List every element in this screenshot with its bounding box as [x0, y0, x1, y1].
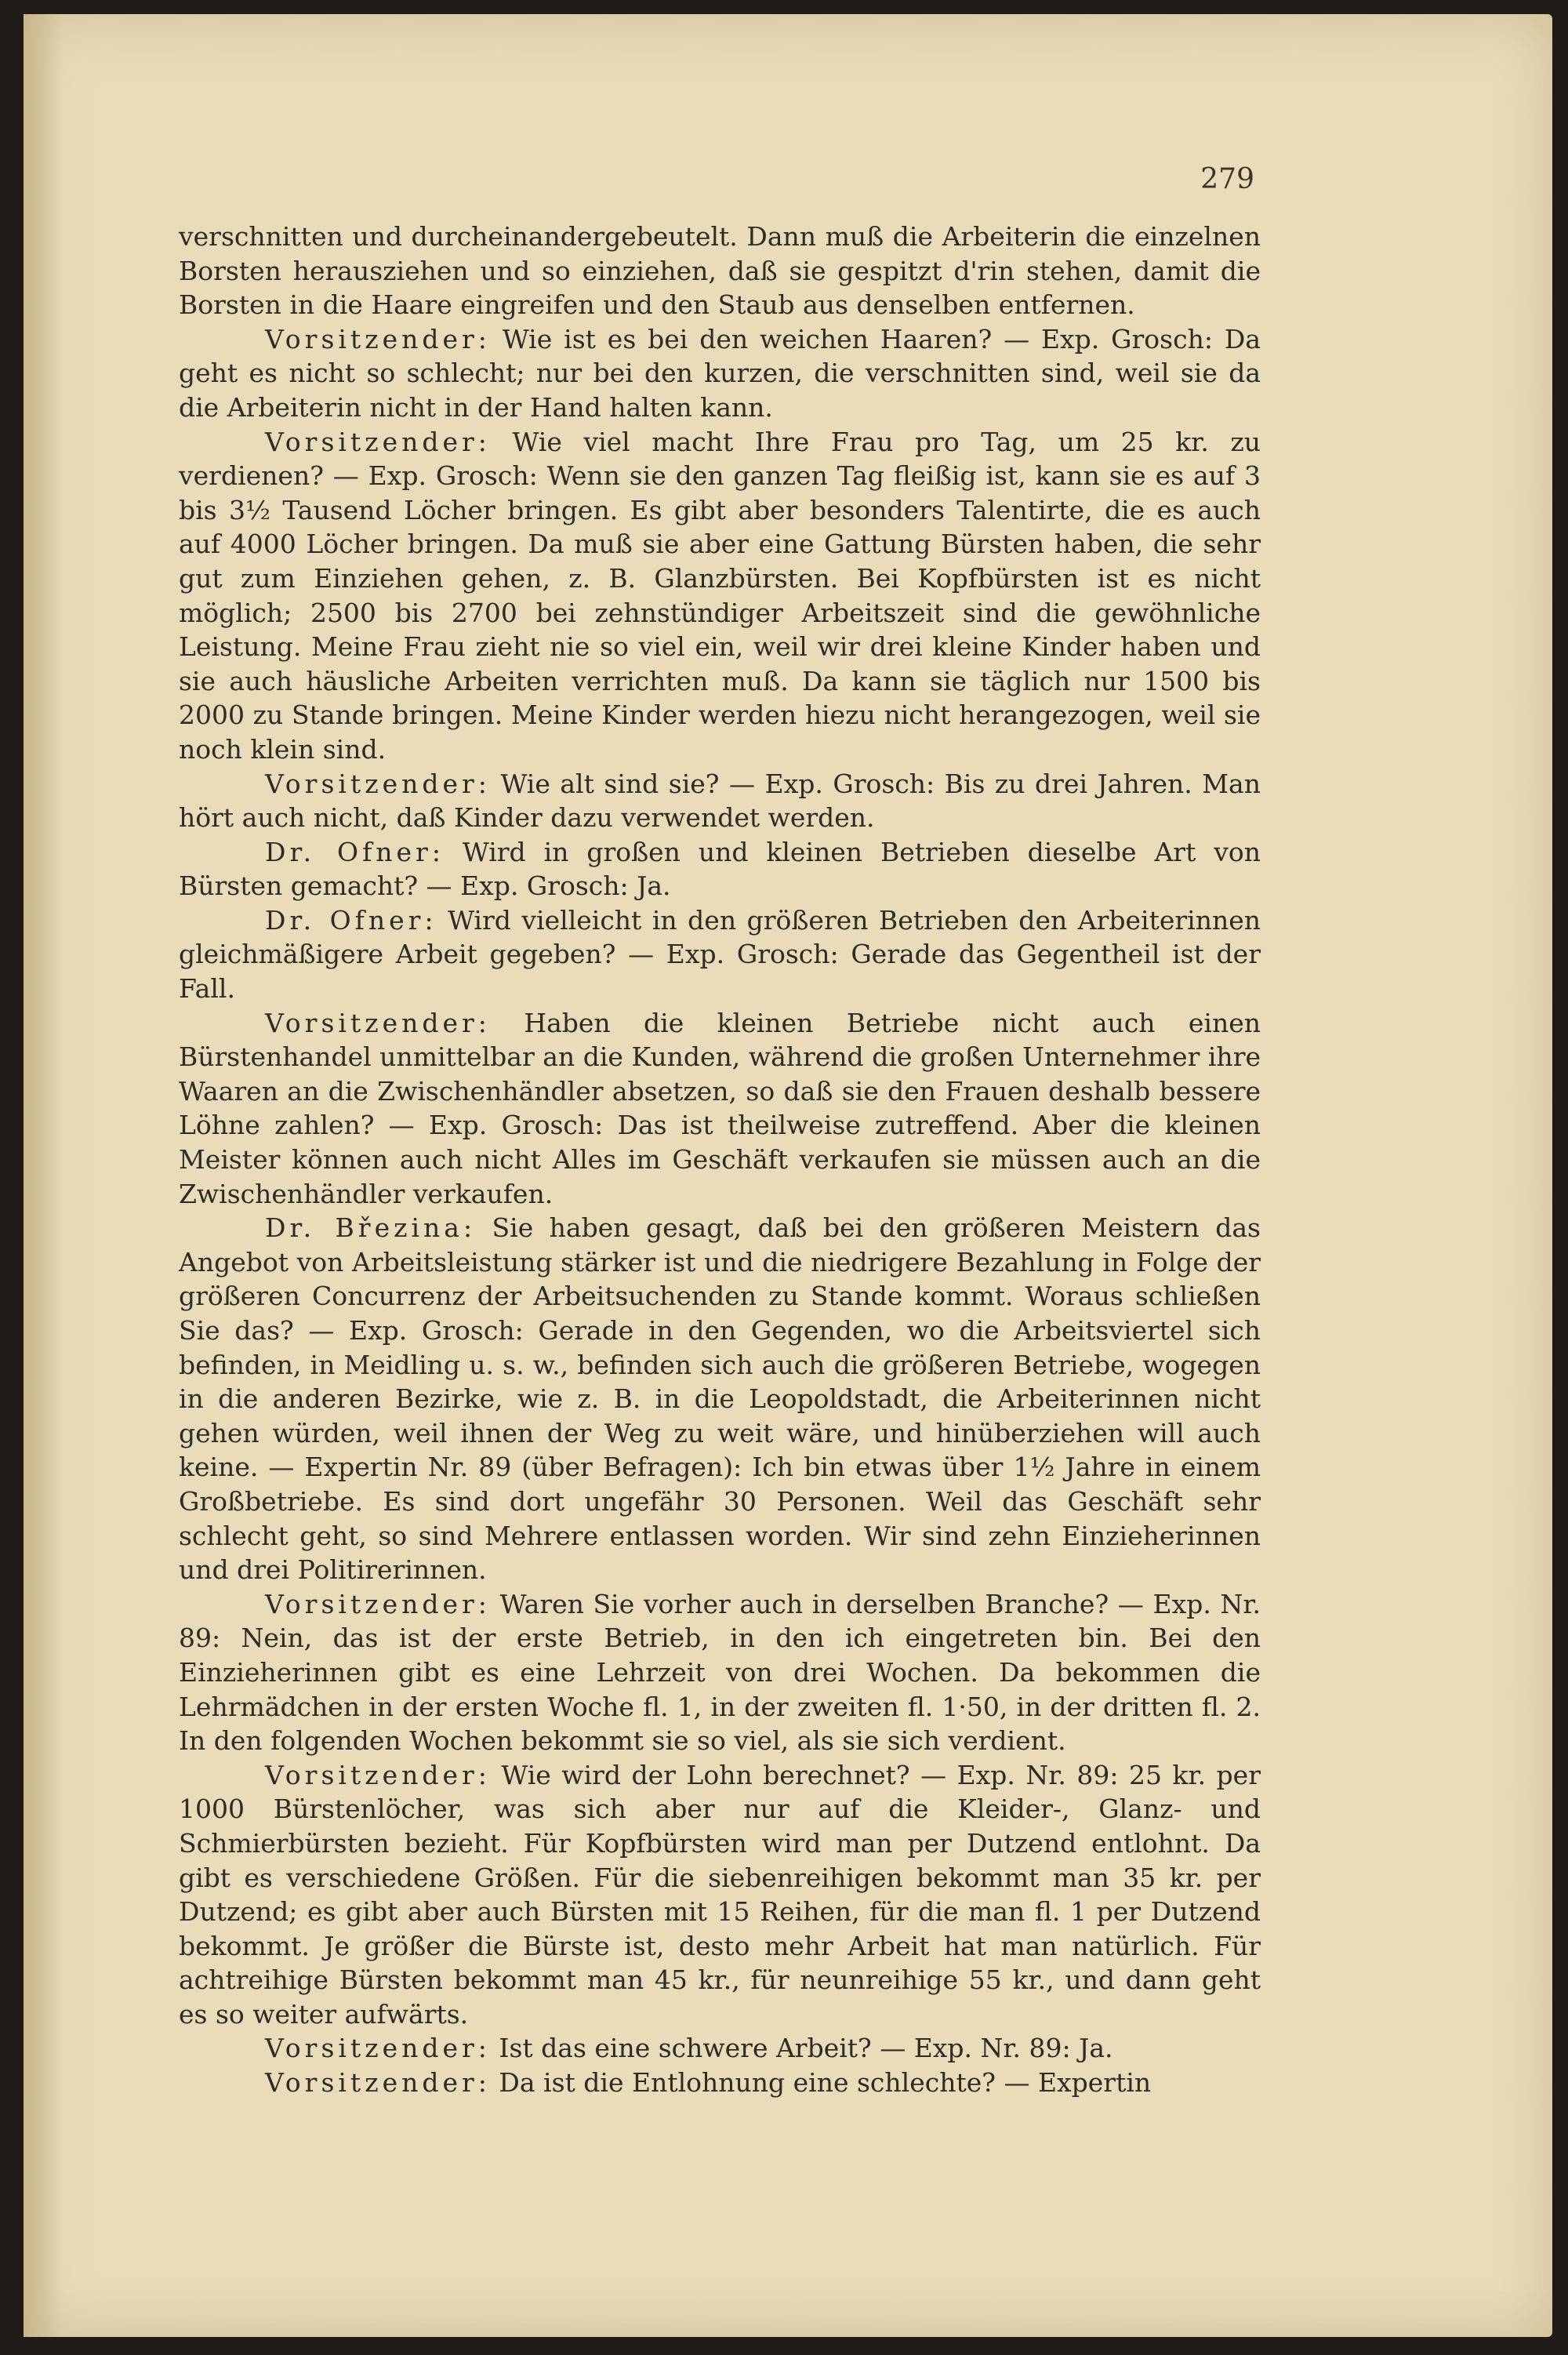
paragraph [179, 2066, 1261, 2100]
paragraph [179, 322, 1261, 425]
paragraph-text: Waren Sie vorher auch in derselben Branche? — Exp. Nr. 89: Nein, das ist der erste Betrieb, in den ich eingetreten bin. Bei den Einzieherinnen gibt es eine Lehrzeit von drei Wochen. Da bekommen die Lehrmädchen in der ersten Woche fl. 1, in der zweiten fl. 1·50, in der dritten fl. 2. In den folgenden Wochen bekommt sie so viel, als sie sich verdient. [179, 1588, 1261, 1757]
paragraph [179, 220, 1261, 322]
paragraph [179, 1211, 1261, 1587]
paragraph-text: Wird in großen und kleinen Betrieben dieselbe Art von Bürsten gemacht? — Exp. Grosch: Ja. [179, 836, 1261, 902]
speaker-name: Vorsitzender: [265, 323, 491, 354]
paragraph [179, 425, 1261, 767]
paragraph-text: Wie wird der Lohn berechnet? — Exp. Nr. 89: 25 kr. per 1000 Bürstenlöcher, was sich aber nur auf die Kleider-, Glanz- und Schmierbürsten bezieht. Für Kopfbürsten wird man per Dutzend entlohnt. Da gibt es verschiedene Größen. Für die siebenreihigen bekommt man 35 kr. per Dutzend; es gibt aber auch Bürsten mit 15 Reihen, für die man fl. 1 per Dutzend bekommt. Je größer die Bürste ist, desto mehr Arbeit hat man natürlich. Für achtreihige Bürsten bekommt man 45 kr., für neunreihige 55 kr., und dann geht es so weiter aufwärts. [179, 1759, 1261, 2030]
speaker-name: Vorsitzender: [265, 1759, 491, 1790]
paragraph-text: Wie viel macht Ihre Frau pro Tag, um 25 kr. zu verdienen? — Exp. Grosch: Wenn sie den ganzen Tag fleißig ist, kann sie es auf 3 bis 3½ Tausend Löcher bringen. Es gibt aber besonders Talentirte, die es auch auf 4000 Löcher bringen. Da muß sie aber eine Gattung Bürsten haben, die sehr gut zum Einziehen gehen, z. B. Glanzbürsten. Bei Kopfbürsten ist es nicht möglich; 2500 bis 2700 bei zehnstündiger Arbeitszeit sind die gewöhnliche Leistung. Meine Frau zieht nie so viel ein, weil wir drei kleine Kinder haben und sie auch häusliche Arbeiten verrichten muß. Da kann sie täglich nur 1500 bis 2000 zu Stande bringen. Meine Kinder werden hiezu nicht herangezogen, weil sie noch klein sind. [179, 426, 1261, 765]
paragraph [179, 1758, 1261, 2032]
paragraph-text: Wird vielleicht in den größeren Betrieben den Arbeiterinnen gleichmäßigere Arbeit gegeben? — Exp. Grosch: Gerade das Gegentheil ist der Fall. [179, 904, 1261, 1005]
paragraph-text: Haben die kleinen Betriebe nicht auch einen Bürstenhandel unmittelbar an die Kunden, während die großen Unternehmer ihre Waaren an die Zwischenhändler absetzen, so daß sie den Frauen deshalb bessere Löhne zahlen? — Exp. Grosch: Das ist theilweise zutreffend. Aber die kleinen Meister können auch nicht Alles im Geschäft verkaufen sie müssen auch an die Zwischenhändler verkaufen. [179, 1007, 1261, 1209]
speaker-name: Dr. Ofner: [265, 904, 437, 936]
paragraph [179, 767, 1261, 835]
paragraph-text: Da ist die Entlohnung eine schlechte? — Expertin [499, 2067, 1152, 2099]
page-gutter-shadow [24, 14, 63, 2337]
paragraph [179, 2031, 1261, 2066]
paragraph-text: Sie haben gesagt, daß bei den größeren Meistern das Angebot von Arbeitsleistung stärker ist und die niedrigere Bezahlung in Folge der größeren Concurrenz der Arbeitsuchenden zu Stande kommt. Woraus schließen Sie das? — Exp. Grosch: Gerade in den Gegenden, wo die Arbeitsviertel sich befinden, in Meidling u. s. w., befinden sich auch die größeren Betriebe, wogegen in die anderen Bezirke, wie z. B. in die Leopoldstadt, die Arbeiterinnen nicht gehen würden, weil ihnen der Weg zu weit wäre, und hinüberziehen will auch keine. — Expertin Nr. 89 (über Befragen): Ich bin etwas über 1½ Jahre in einem Großbetriebe. Es sind dort ungefähr 30 Personen. Weil das Geschäft sehr schlecht geht, so sind Mehrere entlassen worden. Wir sind zehn Einzieherinnen und drei Politirerinnen. [179, 1212, 1261, 1586]
paragraph-text: Ist das eine schwere Arbeit? — Exp. Nr. 89: Ja. [499, 2033, 1113, 2064]
paragraph-text: Wie ist es bei den weichen Haaren? — Exp. Grosch: Da geht es nicht so schlecht; nur bei den kurzen, die verschnitten sind, weil sie da die Arbeiterin nicht in der Hand halten kann. [179, 323, 1261, 423]
speaker-name: Vorsitzender: [265, 1588, 491, 1619]
page-number: 279 [1200, 163, 1254, 195]
speaker-name: Vorsitzender: [265, 1007, 491, 1038]
body-text [179, 220, 1261, 2100]
speaker-name: Vorsitzender: [265, 426, 491, 457]
paragraph [179, 903, 1261, 1006]
paragraph [179, 835, 1261, 903]
paragraph [179, 1006, 1261, 1212]
paragraph-text: verschnitten und durcheinandergebeutelt. Dann muß die Arbeiterin die einzelnen Borsten herausziehen und so einziehen, daß sie gespitzt d'rin stehen, damit die Borsten in die Haare eingreifen und den Staub aus denselben entfernen. [179, 221, 1261, 321]
speaker-name: Vorsitzender: [265, 2033, 491, 2064]
paragraph [179, 1587, 1261, 1758]
speaker-name: Vorsitzender: [265, 2067, 491, 2099]
speaker-name: Vorsitzender: [265, 768, 491, 799]
paragraph-text: Wie alt sind sie? — Exp. Grosch: Bis zu drei Jahren. Man hört auch nicht, daß Kinder dazu verwendet werden. [179, 768, 1261, 834]
speaker-name: Dr. Březina: [265, 1212, 477, 1244]
speaker-name: Dr. Ofner: [265, 836, 445, 867]
